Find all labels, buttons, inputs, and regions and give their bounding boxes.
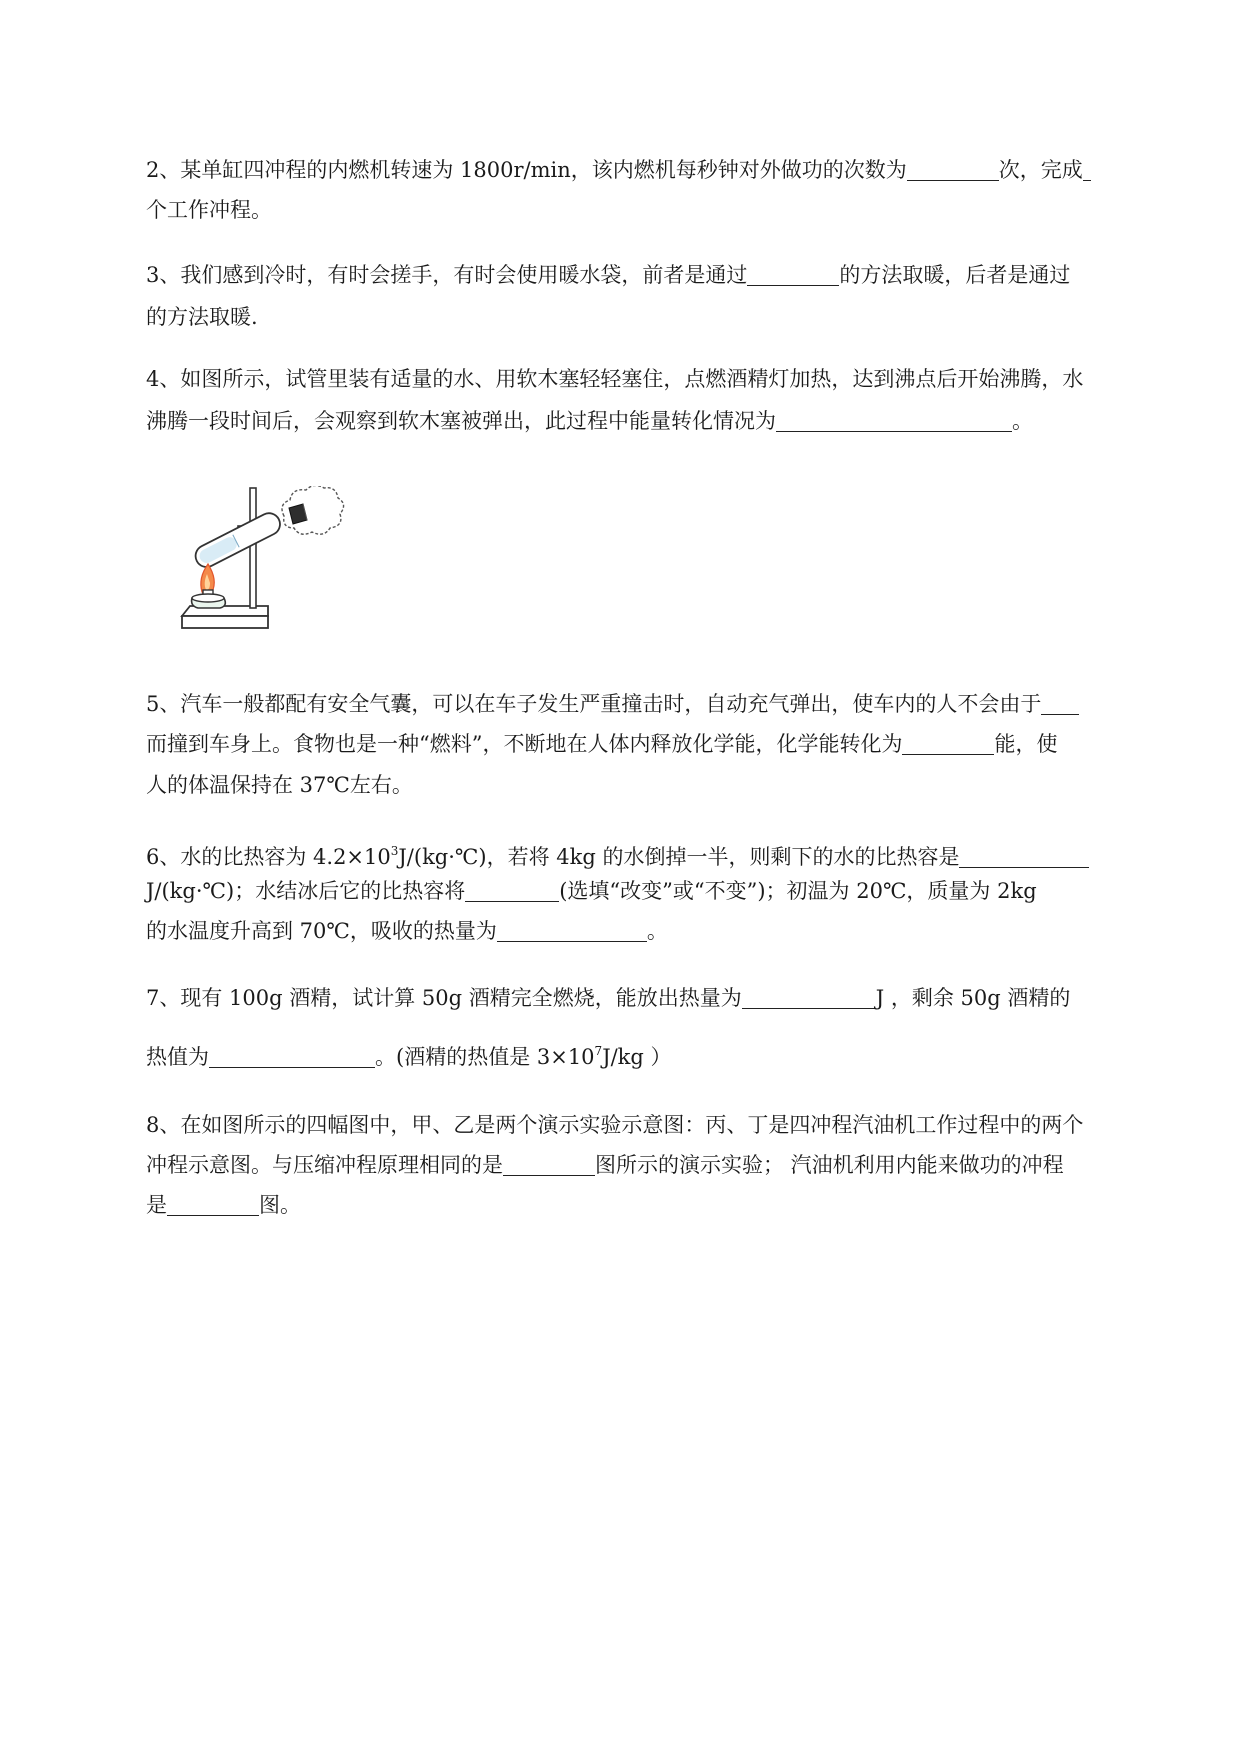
q4-text-c: 。 [1012, 409, 1033, 433]
q3-blank-1[interactable] [747, 263, 839, 286]
q6-blank-1[interactable] [959, 845, 1089, 868]
question-3-line-1 [146, 260, 1146, 290]
question-6-line-1 [146, 836, 1146, 872]
q5-blank-2[interactable] [902, 732, 994, 755]
q8-blank-1[interactable] [503, 1153, 595, 1176]
question-3-line-2 [146, 302, 1146, 332]
q6-text-e: 的水温度升高到 70℃，吸收的热量为 [146, 919, 497, 943]
question-4-line-2 [146, 406, 1146, 436]
q5-text-a: 5、汽车一般都配有安全气囊，可以在车子发生严重撞击时，自动充气弹出，使车内的人不会由于 [146, 692, 1042, 716]
q2-blank-2[interactable] [1083, 158, 1091, 181]
q6-text-a: 6、水的比热容为 4.2×10 [146, 845, 391, 869]
q6-blank-3[interactable] [497, 919, 647, 942]
question-8-line-2 [146, 1150, 1146, 1180]
q8-text-b: 冲程示意图。与压缩冲程原理相同的是 [146, 1153, 503, 1177]
q7-blank-1[interactable] [742, 986, 876, 1009]
q6-blank-2[interactable] [465, 879, 559, 902]
q5-text-d: 人的体温保持在 37℃左右。 [146, 773, 413, 797]
q6-text-b: J/(kg·℃)，若将 4kg 的水倒掉一半，则剩下的水的比热容是 [398, 845, 960, 869]
q2-text-c: 个工作冲程。 [146, 198, 272, 222]
q5-text-b: 而撞到车身上。食物也是一种“燃料”，不断地在人体内释放化学能，化学能转化为 [146, 732, 903, 756]
q3-text-c: 的方法取暖. [146, 305, 258, 329]
test-tube-heating-figure [176, 486, 346, 641]
q2-text-a: 2、某单缸四冲程的内燃机转速为 1800r/min，该内燃机每秒钟对外做功的次数为 [146, 158, 907, 182]
question-2-line-2 [146, 195, 1146, 225]
question-5-line-2 [146, 729, 1146, 759]
q7-text-a: 7、现有 100g 酒精，试计算 50g 酒精完全燃烧，能放出热量为 [146, 986, 742, 1010]
q8-text-d: 是 [146, 1193, 167, 1217]
question-4-line-1 [146, 364, 1146, 394]
q7-text-e: J/kg ） [602, 1045, 672, 1069]
q7-exponent: 7 [594, 1044, 603, 1058]
question-7-line-1 [146, 983, 1146, 1013]
q4-blank[interactable] [776, 409, 1012, 432]
test-tube-heating-apparatus-icon [176, 486, 346, 641]
q3-text-a: 3、我们感到冷时，有时会搓手，有时会使用暖水袋，前者是通过 [146, 263, 748, 287]
q8-text-a: 8、在如图所示的四幅图中，甲、乙是两个演示实验示意图：丙、丁是四冲程汽油机工作过程中的两个 [146, 1113, 1084, 1137]
question-6-line-2 [146, 876, 1146, 906]
q5-text-c: 能，使 [994, 732, 1058, 756]
question-2-line-1 [146, 155, 1146, 185]
q7-text-d: 。(酒精的热值是 3×10 [375, 1045, 595, 1069]
question-7-line-2 [146, 1036, 1146, 1072]
question-8-line-3 [146, 1190, 1146, 1220]
q4-text-a: 4、如图所示，试管里装有适量的水、用软木塞轻轻塞住，点燃酒精灯加热，达到沸点后开始沸腾，水 [146, 367, 1084, 391]
q6-text-f: 。 [646, 919, 668, 943]
q3-text-b: 的方法取暖，后者是通过 [839, 263, 1071, 287]
q5-blank-1[interactable] [1041, 692, 1079, 715]
question-5-line-1 [146, 689, 1146, 719]
q8-blank-2[interactable] [167, 1193, 259, 1216]
question-5-line-3 [146, 770, 1146, 800]
q4-text-b: 沸腾一段时间后，会观察到软木塞被弹出，此过程中能量转化情况为 [146, 409, 776, 433]
q7-text-c: 热值为 [146, 1045, 209, 1069]
q7-blank-2[interactable] [209, 1045, 375, 1068]
q8-text-c: 图所示的演示实验； 汽油机利用内能来做功的冲程 [595, 1153, 1064, 1177]
q6-text-c: J/(kg·℃)；水结冰后它的比热容将 [146, 879, 466, 903]
q6-exponent: 3 [390, 844, 399, 858]
q8-text-e: 图。 [259, 1193, 301, 1217]
q6-text-d: (选填“改变”或“不变”)；初温为 20℃，质量为 2kg [559, 879, 1037, 903]
question-6-line-3 [146, 916, 1146, 946]
q2-text-b: 次，完成 [998, 158, 1083, 182]
question-8-line-1 [146, 1110, 1146, 1140]
q7-text-b: J ，剩余 50g 酒精的 [875, 986, 1071, 1010]
q2-blank-1[interactable] [907, 158, 999, 181]
